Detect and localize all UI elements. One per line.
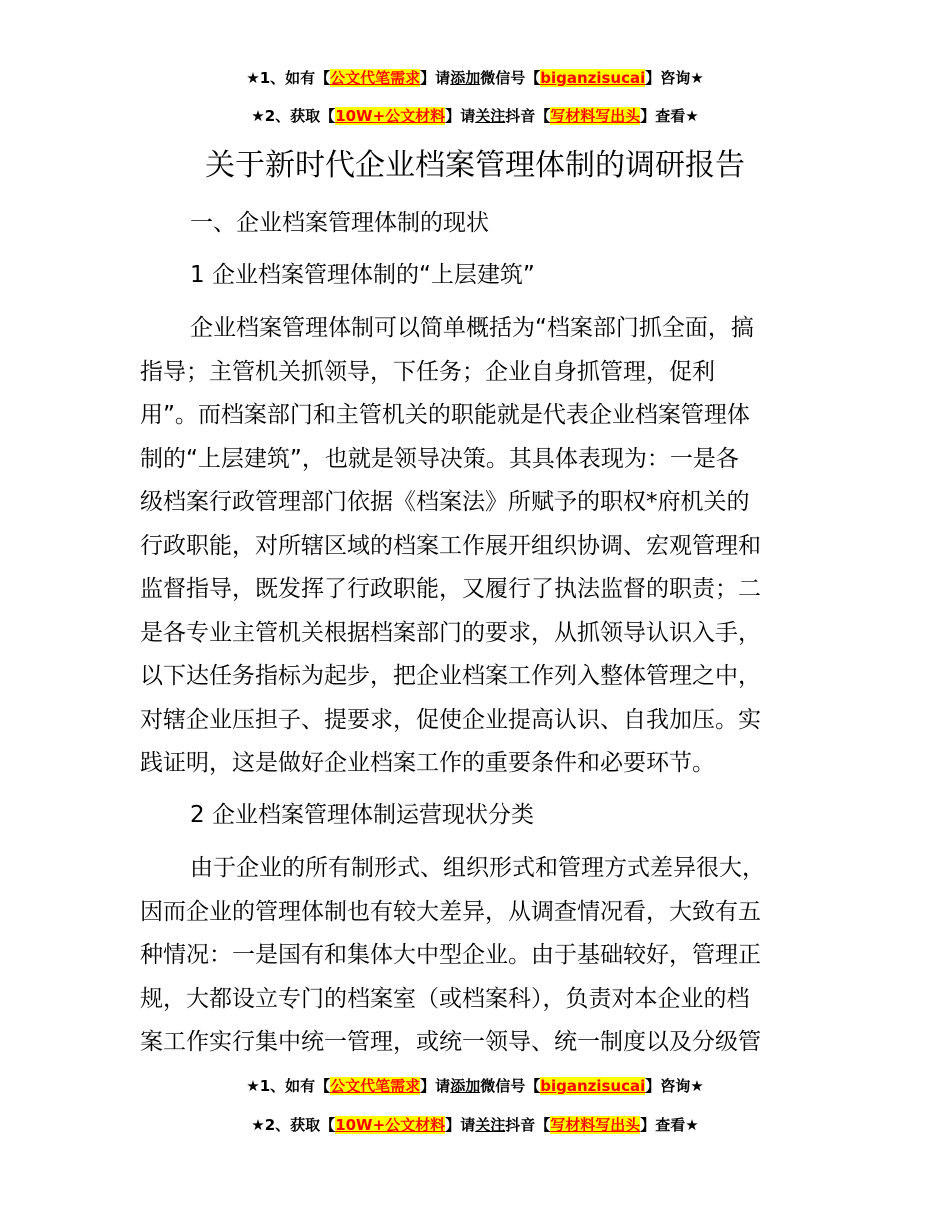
- highlight-materials: 10W+公文材料: [335, 1116, 446, 1134]
- promo-banner-top-line1: ★1、如有【公文代笔需求】请添加微信号【biganzisucai】咨询★: [246, 69, 704, 87]
- paragraph-line: 行政职能，对所辖区域的档案工作展开组织协调、宏观管理和: [140, 532, 761, 559]
- paragraph-line: 案工作实行集中统一管理，或统一领导、统一制度以及分级管: [140, 1029, 761, 1055]
- paragraph-1: [140, 307, 816, 786]
- document-title: 关于新时代企业档案管理体制的调研报告: [205, 148, 745, 183]
- promo-banner-bottom-line2: ★2、获取【10W+公文材料】请关注抖音【写材料写出头】查看★: [251, 1116, 699, 1134]
- paragraph-line: 是各专业主管机关根据档案部门的要求，从抓领导认识入手，: [140, 619, 761, 646]
- paragraph-line: 以下达任务指标为起步，把企业档案工作列入整体管理之中，: [140, 663, 761, 689]
- highlight-douyin: 写材料写出头: [550, 1116, 641, 1134]
- paragraph-line: 用”。而档案部门和主管机关的职能就是代表企业档案管理体: [140, 402, 750, 428]
- paragraph-line: 制的“上层建筑”，也就是领导决策。其具体表现为：一是各: [140, 445, 739, 472]
- highlight-service: 公文代笔需求: [330, 1077, 421, 1095]
- promo-banner-bottom-line1: ★1、如有【公文代笔需求】请添加微信号【biganzisucai】咨询★: [246, 1077, 704, 1095]
- paragraph-line: 指导；主管机关抓领导，下任务；企业自身抓管理，促利: [140, 358, 715, 385]
- highlight-douyin: 写材料写出头: [550, 107, 641, 125]
- paragraph-line: 践证明，这是做好企业档案工作的重要条件和必要环节。: [140, 750, 715, 776]
- section-heading-1: 一、企业档案管理体制的现状: [190, 210, 489, 236]
- paragraph-line: 因而企业的管理体制也有较大差异，从调查情况看，大致有五: [140, 898, 761, 925]
- paragraph-line: 种情况：一是国有和集体大中型企业。由于基础较好，管理正: [140, 942, 761, 968]
- paragraph-line: 级档案行政管理部门依据《档案法》所赋予的职权*府机关的: [140, 489, 750, 515]
- subsection-heading-2: 2 企业档案管理体制运营现状分类: [190, 802, 534, 828]
- paragraph-line: 监督指导，既发挥了行政职能，又履行了执法监督的职责；二: [140, 576, 761, 602]
- subsection-heading-1: 1 企业档案管理体制的“上层建筑”: [190, 262, 535, 288]
- paragraph-line: 规，大都设立专门的档案室（或档案科），负责对本企业的档: [140, 985, 750, 1012]
- paragraph-line: 由于企业的所有制形式、组织形式和管理方式差异很大，: [190, 855, 765, 881]
- highlight-wechat-id: biganzisucai: [540, 69, 646, 87]
- promo-banner-top-line2: ★2、获取【10W+公文材料】请关注抖音【写材料写出头】查看★: [251, 107, 699, 125]
- highlight-service: 公文代笔需求: [330, 69, 421, 87]
- paragraph-line: 对辖企业压担子、提要求，促使企业提高认识、自我加压。实: [140, 706, 761, 733]
- highlight-materials: 10W+公文材料: [335, 107, 446, 125]
- paragraph-2: [140, 847, 816, 1065]
- highlight-wechat-id: biganzisucai: [540, 1077, 646, 1095]
- paragraph-line: 企业档案管理体制可以简单概括为“档案部门抓全面，搞: [190, 315, 754, 341]
